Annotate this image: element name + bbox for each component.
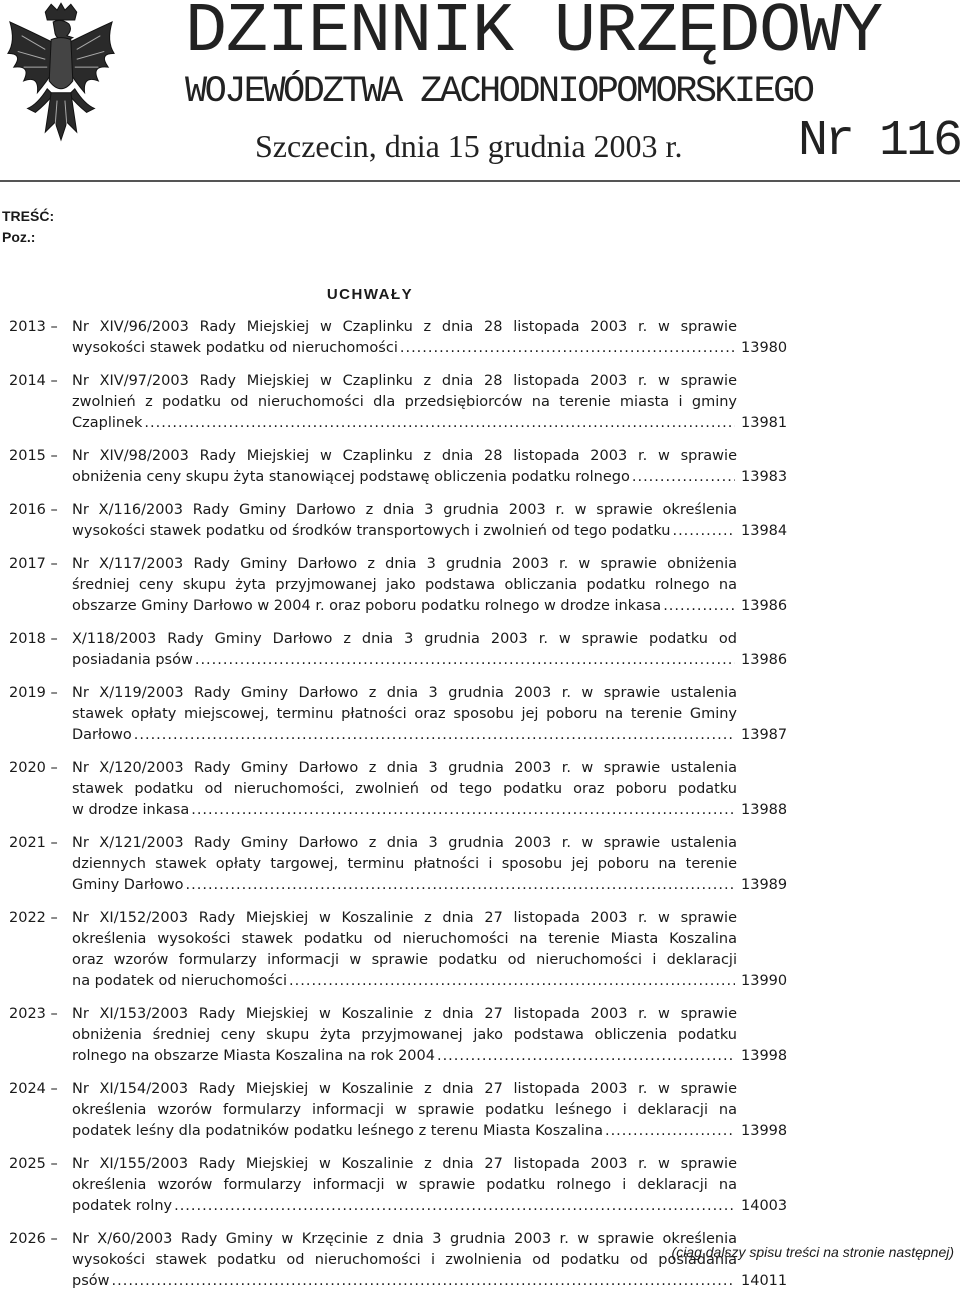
- toc-entry-line: średniej ceny skupu żyta przyjmowanej jako podstawa obliczania podatku rolnego na: [72, 577, 737, 593]
- toc-entry-line: wysokości stawek podatku od środków transportowych i zwolnień od tego podatku: [72, 523, 671, 539]
- dot-leader: [632, 467, 735, 488]
- toc-entry-last-line: [72, 971, 737, 992]
- toc-entry-line: Nr X/120/2003 Rady Gminy Darłowo z dnia 3 grudnia 2003 r. w sprawie ustalenia: [72, 760, 737, 776]
- issue-number: Nr 116: [797, 113, 960, 170]
- toc-entry-page: 13990: [741, 973, 788, 989]
- toc-entry-line: Nr X/116/2003 Rady Gminy Darłowo z dnia 3 grudnia 2003 r. w sprawie określenia: [72, 502, 737, 518]
- toc-entry: [0, 317, 790, 359]
- toc-entry-line: Czaplinek: [72, 415, 143, 431]
- toc-entry-line: Nr XI/155/2003 Rady Miejskiej w Koszalinie z dnia 27 listopada 2003 r. w sprawie: [72, 1156, 737, 1172]
- toc-entry-line: Nr X/60/2003 Rady Gminy w Krzęcinie z dnia 3 grudnia 2003 r. w sprawie określenia: [72, 1231, 737, 1247]
- toc-entry: [0, 833, 790, 896]
- toc-entry-line: wysokości stawek podatku od nieruchomości i zwolnienia od podatku od posiadania: [72, 1252, 737, 1268]
- toc-entry-line: określenia wzorów formularzy informacji w sprawie podatku leśnego i deklaracji na: [72, 1102, 737, 1118]
- toc-entry-last-line: [72, 650, 737, 671]
- toc-entry-title: [72, 629, 737, 671]
- toc-entry-page: 13987: [741, 727, 788, 743]
- toc-entry-line: oraz wzorów formularzy informacji w sprawie podatku od nieruchomości i deklaracji: [72, 952, 737, 968]
- toc-entry: [0, 554, 790, 617]
- toc-entry-last-line: [72, 1196, 737, 1217]
- toc-entry-line: Nr X/117/2003 Rady Gminy Darłowo z dnia 3 grudnia 2003 r. w sprawie obniżenia: [72, 556, 737, 572]
- toc-entry-number: 2022 –: [9, 910, 58, 926]
- masthead-divider: [0, 180, 960, 182]
- toc-entry-line: Gminy Darłowo: [72, 877, 184, 893]
- toc-entry-number: 2015 –: [9, 448, 58, 464]
- toc-entry-title: [72, 317, 737, 359]
- toc-entry: [0, 446, 790, 488]
- toc-entry-page: 13998: [741, 1048, 788, 1064]
- toc-entry-line: posiadania psów: [72, 652, 193, 668]
- toc-entry-line: obniżenia ceny skupu żyta stanowiącej podstawę obliczenia podatku rolnego: [72, 469, 630, 485]
- toc-entry-number: 2018 –: [9, 631, 58, 647]
- toc-entry-line: Nr X/119/2003 Rady Gminy Darłowo z dnia 3 grudnia 2003 r. w sprawie ustalenia: [72, 685, 737, 701]
- toc-entry-line: stawek podatku od nieruchomości, zwolnień od tego podatku oraz poboru podatku: [72, 781, 737, 797]
- toc-entry-title: [72, 1079, 737, 1142]
- toc-entry-line: Nr XIV/98/2003 Rady Miejskiej w Czaplinku z dnia 28 listopada 2003 r. w sprawie: [72, 448, 737, 464]
- toc-entry-last-line: [72, 521, 737, 542]
- journal-subtitle: WOJEWÓDZTWA ZACHODNIOPOMORSKIEGO: [185, 71, 813, 113]
- toc-entry: [0, 1229, 790, 1292]
- toc-entry: [0, 758, 790, 821]
- toc-entry-number: 2016 –: [9, 502, 58, 518]
- toc-entry-last-line: [72, 725, 737, 746]
- dot-leader: [112, 1271, 736, 1292]
- toc-entry-line: stawek opłaty miejscowej, terminu płatności oraz sposobu jej poboru na terenie Gminy: [72, 706, 737, 722]
- toc-entry-number: 2020 –: [9, 760, 58, 776]
- toc-entry-last-line: [72, 413, 737, 434]
- position-label: Poz.:: [2, 229, 36, 245]
- toc-entry-page: 13988: [741, 802, 788, 818]
- toc-entry-line: Nr XIV/97/2003 Rady Miejskiej w Czaplinku z dnia 28 listopada 2003 r. w sprawie: [72, 373, 737, 389]
- toc-entry-line: określenia wysokości stawek podatku od nieruchomości na terenie Miasta Koszalina: [72, 931, 737, 947]
- toc-entry-last-line: [72, 338, 737, 359]
- toc-entry-title: [72, 833, 737, 896]
- polish-eagle-emblem-icon: [2, 2, 120, 150]
- toc-entry-line: wysokości stawek podatku od nieruchomości: [72, 340, 398, 356]
- toc-entry-last-line: [72, 596, 737, 617]
- toc-entry-page: 14011: [741, 1273, 788, 1289]
- toc-entry: [0, 1154, 790, 1217]
- toc-entry: [0, 1079, 790, 1142]
- toc-entry-page: 13983: [741, 469, 788, 485]
- dot-leader: [672, 521, 735, 542]
- toc-entry: [0, 500, 790, 542]
- dot-leader: [191, 800, 735, 821]
- toc-entry-line: zwolnień z podatku od nieruchomości dla przedsiębiorców na terenie miasta i gminy: [72, 394, 737, 410]
- toc-entry-line: podatek rolny: [72, 1198, 173, 1214]
- toc-entry-title: [72, 1004, 737, 1067]
- toc-entry-line: obniżenia średniej ceny skupu żyta przyjmowanej jako podstawa obliczenia podatku: [72, 1027, 737, 1043]
- toc-entry-line: rolnego na obszarze Miasta Koszalina na rok 2004: [72, 1048, 435, 1064]
- toc-entry: [0, 371, 790, 434]
- toc-entry-line: w drodze inkasa: [72, 802, 190, 818]
- toc-entry-title: [72, 554, 737, 617]
- toc-entry-line: Nr XI/152/2003 Rady Miejskiej w Koszalinie z dnia 27 listopada 2003 r. w sprawie: [72, 910, 737, 926]
- toc-entry-page: 14003: [741, 1198, 788, 1214]
- toc-entry-number: 2017 –: [9, 556, 58, 572]
- toc-entry-line: obszarze Gminy Darłowo w 2004 r. oraz poboru podatku rolnego w drodze inkasa: [72, 598, 662, 614]
- toc-entry-title: [72, 446, 737, 488]
- toc-entry-line: Nr XI/153/2003 Rady Miejskiej w Koszalinie z dnia 27 listopada 2003 r. w sprawie: [72, 1006, 737, 1022]
- toc-entry-number: 2019 –: [9, 685, 58, 701]
- toc-entry-title: [72, 1229, 737, 1292]
- toc-entry: [0, 629, 790, 671]
- dot-leader: [134, 725, 735, 746]
- toc-entry-last-line: [72, 467, 737, 488]
- toc-entry-last-line: [72, 800, 737, 821]
- toc-entry-last-line: [72, 875, 737, 896]
- dot-leader: [186, 875, 735, 896]
- toc-entry-line: X/118/2003 Rady Gminy Darłowo z dnia 3 grudnia 2003 r. w sprawie podatku od: [72, 631, 737, 647]
- toc-entry-line: Nr XIV/96/2003 Rady Miejskiej w Czaplinku z dnia 28 listopada 2003 r. w sprawie: [72, 319, 737, 335]
- dot-leader: [605, 1121, 735, 1142]
- toc-entry-page: 13986: [741, 598, 788, 614]
- toc-entry-last-line: [72, 1271, 737, 1292]
- toc-entry-page: 13981: [741, 415, 788, 431]
- dot-leader: [144, 413, 735, 434]
- toc-entry-page: 13980: [741, 340, 788, 356]
- toc-entry-title: [72, 908, 737, 992]
- toc-entry: [0, 908, 790, 992]
- toc-entry-title: [72, 758, 737, 821]
- toc-entry-page: 13998: [741, 1123, 788, 1139]
- toc-entry-number: 2024 –: [9, 1081, 58, 1097]
- toc-entry-line: Darłowo: [72, 727, 132, 743]
- toc-entry-page: 13984: [741, 523, 788, 539]
- toc-entry-line: Nr XI/154/2003 Rady Miejskiej w Koszalinie z dnia 27 listopada 2003 r. w sprawie: [72, 1081, 737, 1097]
- table-of-contents: [0, 317, 790, 1304]
- continuation-note: (ciąg dalszy spisu treści na stronie następnej): [671, 1244, 954, 1260]
- toc-entry-line: dziennych stawek opłaty targowej, terminu płatności i sposobu jej poboru na terenie: [72, 856, 737, 872]
- dot-leader: [400, 338, 735, 359]
- toc-entry-line: określenia wzorów formularzy informacji w sprawie podatku rolnego i deklaracji na: [72, 1177, 737, 1193]
- toc-entry-number: 2014 –: [9, 373, 58, 389]
- dot-leader: [195, 650, 735, 671]
- toc-entry-number: 2026 –: [9, 1231, 58, 1247]
- toc-entry-title: [72, 683, 737, 746]
- toc-entry-line: psów: [72, 1273, 110, 1289]
- dot-leader: [437, 1046, 735, 1067]
- toc-entry-number: 2023 –: [9, 1006, 58, 1022]
- dot-leader: [663, 596, 735, 617]
- toc-entry-number: 2021 –: [9, 835, 58, 851]
- toc-entry-page: 13989: [741, 877, 788, 893]
- toc-entry-line: podatek leśny dla podatników podatku leśnego z terenu Miasta Koszalina: [72, 1123, 603, 1139]
- toc-entry-last-line: [72, 1046, 737, 1067]
- section-heading: UCHWAŁY: [326, 286, 414, 303]
- toc-entry-title: [72, 500, 737, 542]
- toc-entry-line: Nr X/121/2003 Rady Gminy Darłowo z dnia 3 grudnia 2003 r. w sprawie ustalenia: [72, 835, 737, 851]
- toc-entry-title: [72, 1154, 737, 1217]
- toc-entry: [0, 1004, 790, 1067]
- toc-entry: [0, 683, 790, 746]
- publication-date: Szczecin, dnia 15 grudnia 2003 r.: [255, 128, 683, 164]
- contents-label: TREŚĆ:: [2, 208, 55, 224]
- toc-entry-last-line: [72, 1121, 737, 1142]
- dot-leader: [174, 1196, 735, 1217]
- toc-entry-page: 13986: [741, 652, 788, 668]
- journal-title: DZIENNIK URZĘDOWY: [185, 0, 883, 72]
- toc-entry-line: na podatek od nieruchomości: [72, 973, 288, 989]
- toc-entry-number: 2013 –: [9, 319, 58, 335]
- toc-entry-number: 2025 –: [9, 1156, 58, 1172]
- dot-leader: [289, 971, 735, 992]
- toc-entry-title: [72, 371, 737, 434]
